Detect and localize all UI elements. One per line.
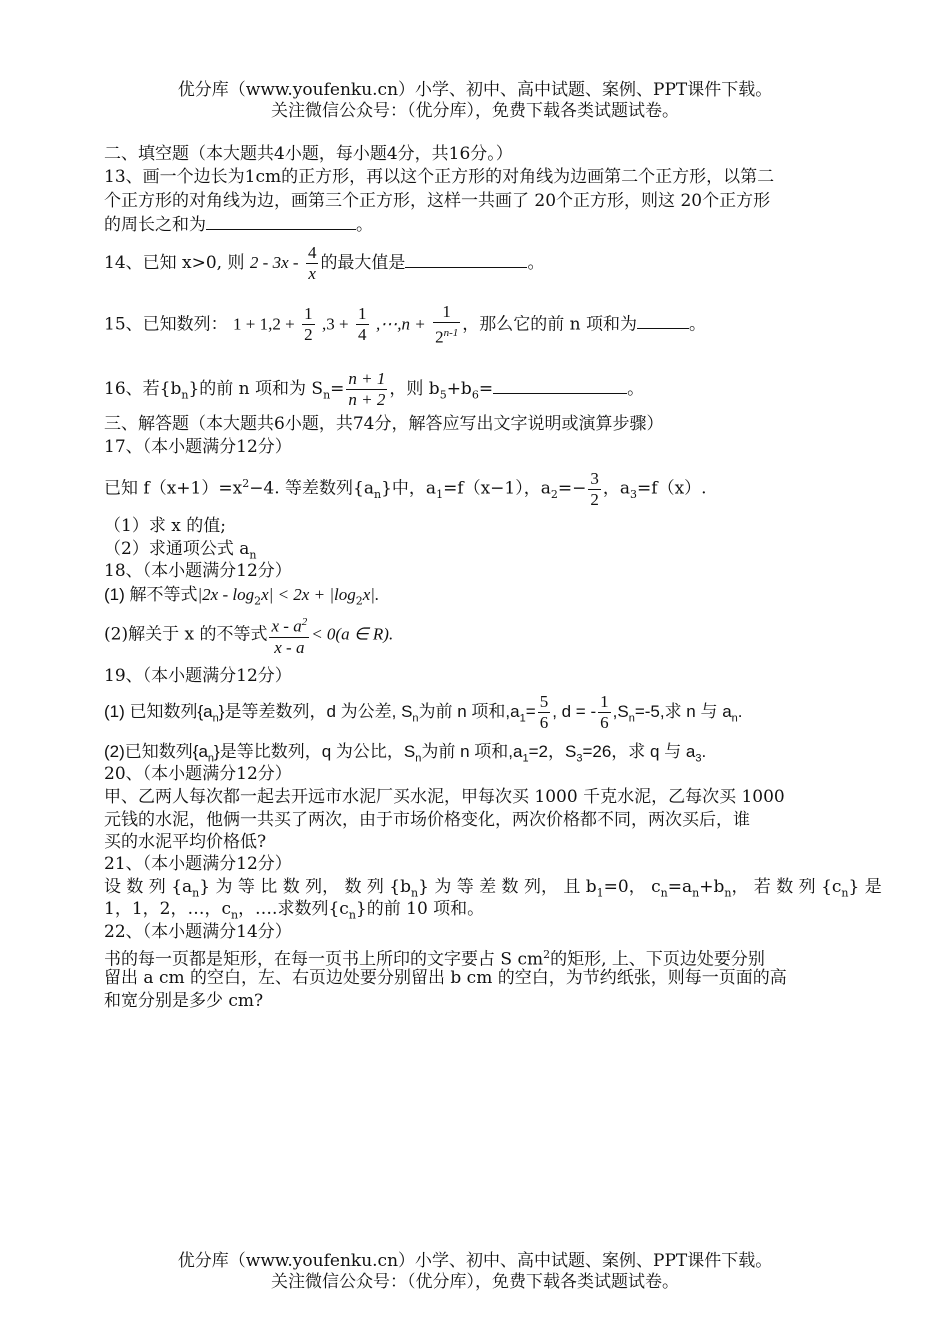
q15-frac-3 bbox=[433, 302, 460, 348]
q21-l1b: } 为 等 比 数 列， 数 列 {b bbox=[199, 877, 412, 897]
q17-fraction bbox=[588, 469, 601, 510]
q21-l1f: +b bbox=[699, 877, 725, 897]
q13-line-1: 13、画一个边长为1cm的正方形，再以这个正方形的对角线为边画第二个正方形，以第二 bbox=[104, 167, 775, 187]
q15-suffix: ，那么它的前 n 项和为 bbox=[462, 314, 638, 335]
q22-l1b: 的矩形, 上、下页边处要分别 bbox=[550, 949, 765, 970]
q15-frac3-num: 1 bbox=[433, 302, 460, 323]
q19-frac2-num: 1 bbox=[600, 692, 609, 712]
q16-fraction bbox=[346, 369, 387, 410]
q21-l2c: }的前 10 项和。 bbox=[355, 899, 485, 919]
q18-p1a: (1) 解不等式 bbox=[104, 585, 198, 604]
q14-end: 。 bbox=[527, 253, 545, 273]
q22-l1a: 书的每一页都是矩形，在每一页书上所印的文字要占 S cm bbox=[104, 949, 544, 970]
q14-num: 4 bbox=[307, 243, 317, 262]
q16-suffix1: ，则 b bbox=[389, 379, 440, 399]
q18-p1b: |2x - log bbox=[197, 585, 255, 604]
q21-l1g: ， 若 数 列 {c bbox=[731, 877, 842, 897]
q13-text: 的周长之和为 bbox=[104, 215, 206, 235]
q19-frac2-den: 6 bbox=[600, 713, 609, 733]
q19-p1d: = bbox=[525, 702, 536, 721]
q22-line-1: 书的每一页都是矩形，在每一页书上所印的文字要占 S $cm^2$的矩形, 上、下页边处要分别 bbox=[104, 948, 765, 970]
q19-p2d: =2，S bbox=[528, 742, 577, 761]
q21-line-2: 1，1，2，…，$c_n$，….求数列$\{c_n\}$的前 10 项和。 bbox=[104, 899, 485, 922]
q16-suffix2: = bbox=[478, 379, 494, 399]
q13-answer-blank bbox=[206, 213, 356, 230]
q19-p1a: (1) 已知数列{a bbox=[104, 702, 213, 721]
q17-head: 17、（本小题满分12分） bbox=[104, 437, 292, 457]
q18-part-1: (1) 解不等式$|2x - \log_2x| < 2x + |\log_2x|$. bbox=[104, 585, 380, 608]
q17-den: 2 bbox=[590, 489, 599, 509]
q18-den: x - a bbox=[274, 637, 305, 657]
q18-p1c: x| < 2x + |log bbox=[261, 585, 356, 604]
q21-l1e: =a bbox=[667, 877, 693, 897]
q15-expr-a: 1 + 1,2 + bbox=[233, 314, 295, 334]
q14-den: x bbox=[308, 264, 316, 283]
q18-p1d: x|. bbox=[362, 585, 380, 604]
q18-fraction bbox=[269, 612, 309, 658]
q17-part-2: （2）求通项公式 $a_n$ bbox=[104, 539, 257, 562]
q19-frac1-num: 5 bbox=[539, 692, 549, 712]
q15-frac-2 bbox=[356, 304, 369, 345]
q19-p1b: }是等差数列，d 为公差, S bbox=[218, 702, 413, 721]
header-line-1: 优分库（www.youfenku.cn）小学、初中、高中试题、案例、PPT课件下载。 bbox=[177, 80, 773, 100]
section-3-title: 三、解答题（本大题共6小题，共74分，解答应写出文字说明或演算步骤） bbox=[104, 414, 664, 434]
section-2-title: 二、填空题（本大题共4小题，每小题4分，共16分。） bbox=[104, 144, 513, 164]
q18-head: 18、（本小题满分12分） bbox=[104, 561, 292, 581]
q13-line-2: 个正方形的对角线为边，画第三个正方形，这样一共画了 20个正方形，则这 20个正方形 bbox=[104, 191, 771, 211]
q16-sub: n bbox=[181, 388, 189, 402]
q21-l2b: ，….求数列{c bbox=[238, 899, 349, 919]
header-line-2: 关注微信公众号：（优分库），免费下载各类试题试卷。 bbox=[271, 101, 679, 121]
q15-answer-blank bbox=[637, 312, 689, 329]
q21-head: 21、（本小题满分12分） bbox=[104, 854, 292, 874]
q16-sub-2: n bbox=[323, 388, 331, 402]
q19-frac1-den: 6 bbox=[539, 713, 549, 733]
q15 bbox=[104, 302, 849, 348]
q17-l1b: −4. 等差数列{a bbox=[249, 478, 375, 499]
q19-p2f: . bbox=[701, 742, 707, 761]
q15-frac2-num: 1 bbox=[358, 304, 367, 324]
q21-line-1: 设 数 列 $\{a_n\}$ 为 等 比 数 列， 数 列 $\{b_n\}$ 为 等 差 数 列， 且 $b_1=0$， $c_n=a_n+b_n$， 若 数 列 $\{c_n\}$ 是 bbox=[104, 877, 882, 900]
q19-p1f: ,S bbox=[612, 702, 629, 721]
q21-l1c: } 为 等 差 数 列， 且 b bbox=[418, 877, 597, 897]
q19-p1h: . bbox=[737, 702, 743, 721]
q15-expr-b: ,3 + bbox=[322, 314, 349, 334]
q19-p1c: 为前 n 项和,a bbox=[418, 702, 520, 721]
q19-p1e: , d = - bbox=[552, 702, 597, 721]
q17-part-1: （1）求 x 的值; bbox=[104, 516, 226, 536]
q21-l1d: =0， c bbox=[603, 877, 661, 897]
q16-prefix: 16、若{b bbox=[104, 379, 182, 399]
q15-prefix: 15、已知数列： bbox=[104, 314, 228, 335]
q17-l1f: ，a bbox=[602, 478, 631, 499]
q15-frac2-den: 4 bbox=[358, 325, 367, 345]
q14-suffix: 的最大值是 bbox=[320, 253, 406, 273]
q18-num: x - $a^2$ bbox=[269, 612, 309, 638]
q17-l1c: }中，a bbox=[381, 478, 437, 499]
q16-eq: = bbox=[330, 379, 345, 399]
q16-end: 。 bbox=[627, 379, 645, 399]
q19-head: 19、（本小题满分12分） bbox=[104, 666, 292, 686]
q21-l2a: 1，1，2，…，c bbox=[104, 899, 231, 919]
q16-sub5: 5 bbox=[439, 388, 447, 402]
footer-line-2: 关注微信公众号：（优分库），免费下载各类试题试卷。 bbox=[271, 1272, 679, 1292]
q19-p1g: =-5,求 n 与 a bbox=[634, 702, 732, 721]
q16-num: n + 1 bbox=[348, 369, 386, 388]
q19-part-1: (1) 已知数列$\{a_n\}$是等差数列，d 为公差, $S_n$为前 n 项和$,a_1=$ $\frac{5}{6}$ , d = - $\frac{1}{6}$ $,S_n=-5$,求 n 与 $a_n$. bbox=[104, 692, 743, 733]
q20-head: 20、（本小题满分12分） bbox=[104, 764, 292, 784]
q15-frac1-den: 2 bbox=[304, 325, 313, 345]
q20-line-3: 买的水泥平均价格低? bbox=[104, 832, 267, 852]
q16-answer-blank bbox=[493, 377, 627, 394]
q15-expr-c: ,⋯,n + bbox=[375, 314, 426, 334]
q14-answer-blank bbox=[405, 251, 527, 268]
q16-mid: }的前 n 项和为 S bbox=[188, 379, 324, 399]
q21-l1h: } 是 bbox=[848, 877, 882, 897]
q21-l1a: 设 数 列 {a bbox=[104, 877, 193, 897]
q13-end: 。 bbox=[356, 215, 373, 235]
q19-p2b: }是等比数列，q 为公比，S bbox=[214, 742, 416, 761]
q17-p2: （2）求通项公式 a bbox=[104, 539, 250, 559]
q19-part-2: (2)已知数列$\{a_n\}$是等比数列，q 为公比，$S_n$为前 n 项和$,a_1=2$，$S_3=26$，求 q 与 $a_3$. bbox=[104, 742, 707, 765]
q16-sub6: 6 bbox=[471, 388, 479, 402]
q18-num-text: x - a bbox=[271, 616, 302, 636]
q20-line-1: 甲、乙两人每次都一起去开远市水泥厂买水泥，甲每次买 1000 千克水泥，乙每次买 1000 bbox=[104, 787, 785, 807]
footer-line-1: 优分库（www.youfenku.cn）小学、初中、高中试题、案例、PPT课件下载。 bbox=[177, 1251, 773, 1271]
q15-frac-1 bbox=[302, 304, 315, 345]
q15-frac3-den: 2 bbox=[435, 327, 444, 347]
q15-end: 。 bbox=[689, 314, 707, 335]
q14-prefix: 14、已知 x>0, 则 bbox=[104, 253, 245, 273]
q16 bbox=[104, 367, 849, 417]
q22-line-3: 和宽分别是多少 cm? bbox=[104, 991, 264, 1011]
q18-p2b: < 0(a ∈ R). bbox=[311, 624, 394, 644]
q22-line-2: 留出 a cm 的空白，左、右页边处要分别留出 b cm 的空白，为节约纸张，则每一页面的高 bbox=[104, 968, 787, 988]
q18-part-2 bbox=[104, 612, 849, 658]
q17-line-1: 已知 $f(x+1)=x^2-4$. 等差数列$\{a_n\}$中，$a_1=f(x-1)$，$a_2=-$ $\frac{3}{2}$ ，$a_3=f(x)$. bbox=[104, 468, 707, 509]
q15-frac3-exp: n-1 bbox=[443, 327, 459, 339]
q15-frac1-num: 1 bbox=[304, 304, 313, 324]
q16-plus: +b bbox=[446, 379, 472, 399]
q14-expr: 2 - 3x - bbox=[249, 253, 299, 272]
q19-p2e: =26，求 q 与 a bbox=[582, 742, 696, 761]
q19-p2c: 为前 n 项和,a bbox=[421, 742, 523, 761]
q16-den: n + 2 bbox=[348, 390, 386, 409]
q17-l1a: 已知 f（x+1）=x bbox=[104, 478, 243, 499]
q19-frac-2 bbox=[598, 692, 611, 733]
q17-l1e: =− bbox=[557, 478, 587, 499]
q14 bbox=[104, 243, 849, 284]
q13-line-3 bbox=[104, 213, 849, 236]
q17-num: 3 bbox=[590, 468, 599, 488]
q17-l1d: =f（x−1），a bbox=[443, 478, 551, 499]
q19-p2a: (2)已知数列{a bbox=[104, 742, 208, 761]
q20-line-2: 元钱的水泥，他俩一共买了两次，由于市场价格变化，两次价格都不同，两次买后，谁 bbox=[104, 810, 750, 830]
q18-p2a: (2)解关于 x 的不等式 bbox=[104, 624, 268, 645]
q19-frac-1 bbox=[538, 692, 551, 733]
q14-fraction bbox=[306, 243, 319, 284]
q22-head: 22、（本小题满分14分） bbox=[104, 922, 292, 942]
q17-l1g: =f（x）. bbox=[637, 478, 707, 499]
q17-sup: 2 bbox=[242, 477, 250, 490]
